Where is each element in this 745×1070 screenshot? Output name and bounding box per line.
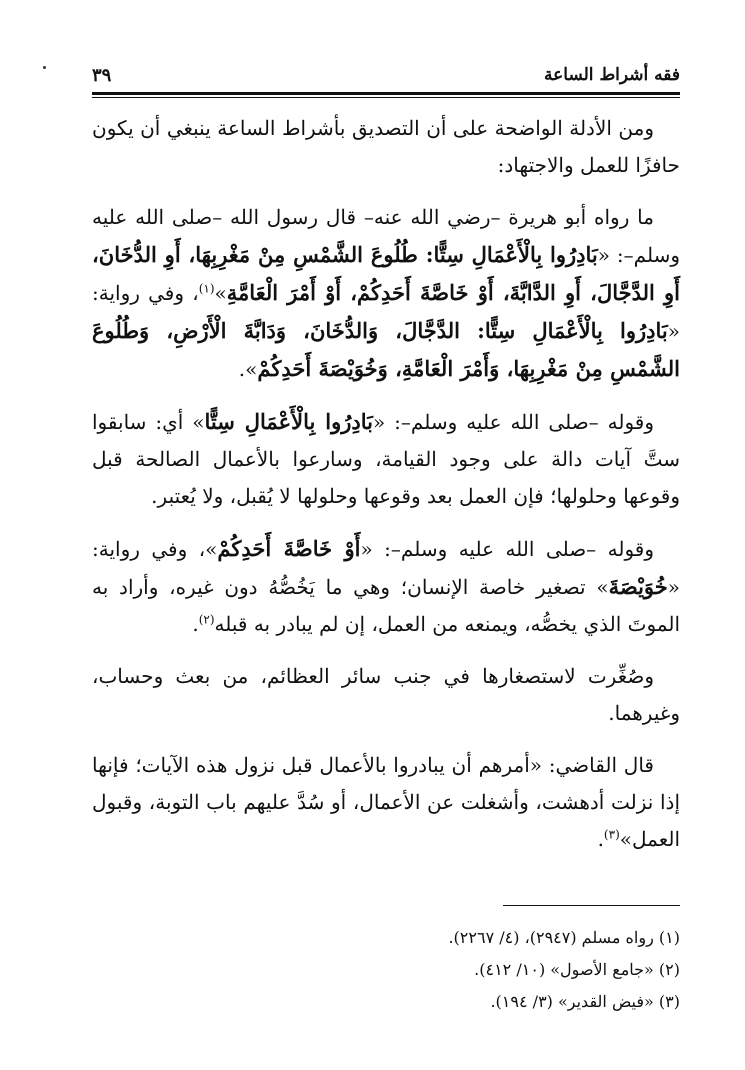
- footnotes: [92, 922, 680, 1018]
- paragraph-text: وقوله –صلى الله عليه وسلم–: «: [372, 410, 655, 434]
- paragraph-text: » أي: سابقوا ستَّ آيات دالة على وجود القيامة، وسارعوا بالأعمال الصالحة قبل وقوعها وحلولها؛ فإن العمل بعد وقوعها وحلولها لا يُقبل، ولا يُعتبر.: [92, 410, 680, 508]
- paragraph-text: ومن الأدلة الواضحة على أن التصديق بأشراط الساعة ينبغي أن يكون حافزًا للعمل والاجتهاد:: [92, 116, 680, 177]
- hadith-text: بَادِرُوا بِالْأَعْمَالِ سِتًّا: الدَّجَّالَ، وَالدُّخَانَ، وَدَابَّةَ الْأَرْضِ، وَطُلُوعَ الشَّمْسِ مِنْ مَغْرِبِهَا، وَأَمْرَ الْعَامَّةِ، وَخُوَيْصَةَ أَحَدِكُمْ: [92, 318, 680, 381]
- footnote-separator: [503, 905, 680, 906]
- paragraph: [92, 199, 680, 388]
- footnote-item: (٢) «جامع الأصول» (١٠/ ٤١٢).: [474, 960, 680, 979]
- paragraph-text: »: [214, 281, 227, 305]
- header-rule-thin: [92, 97, 680, 98]
- paragraph-text: وقوله –صلى الله عليه وسلم–: «: [360, 537, 654, 561]
- page-header: [92, 62, 680, 88]
- paragraph-text: » تصغير خاصة الإنسان؛ وهي ما يَخُصُّهُ دون غيره، وأراد به الموتَ الذي يخصُّه، ويمنعه من العمل، إن لم يبادر به قبله: [92, 575, 680, 636]
- paragraph: [92, 747, 680, 858]
- hadith-text: أَوْ خَاصَّةَ أَحَدِكُمْ: [217, 536, 361, 561]
- hadith-text: بَادِرُوا بِالْأَعْمَالِ سِتًّا: [204, 409, 373, 434]
- header-rule-thick: [92, 92, 680, 95]
- paragraph-text: ما رواه أبو هريرة –رضي الله عنه– قال رسول الله –صلى الله عليه وسلم–: «: [92, 205, 680, 267]
- paragraph-text: .: [192, 612, 199, 636]
- footnote-marker: (٢): [198, 612, 215, 627]
- footnote-item: (٣) «فيض القدير» (٣/ ١٩٤).: [490, 992, 680, 1011]
- paragraph-text: وصُغِّرت لاستصغارها في جنب سائر العظائم، من بعث وحساب، وغيرهما.: [92, 664, 680, 725]
- page-number: ٣٩: [92, 64, 112, 86]
- paragraph-text: قال القاضي: «أمرهم أن يبادروا بالأعمال قبل نزول هذه الآيات؛ فإنها إذا نزلت أدهشت، وأشغلت عن الأعمال، أو سُدَّ عليهم باب التوبة، وقبول العمل»: [92, 753, 680, 851]
- paragraph: [92, 110, 680, 184]
- hadith-text: خُوَيْصَةَ: [608, 574, 668, 599]
- paragraph: [92, 658, 680, 732]
- paragraph: [92, 530, 680, 643]
- paragraph-text: .: [597, 827, 604, 851]
- paragraph-text: ».: [238, 357, 258, 381]
- body-text: [92, 110, 680, 873]
- paragraph-text: ، وفي رواية: «: [92, 281, 680, 343]
- running-title: فقه أشراط الساعة: [544, 65, 680, 85]
- footnote-marker: (٣): [603, 827, 620, 842]
- footnote-marker: (١): [198, 281, 215, 296]
- hadith-text: بَادِرُوا بِالْأَعْمَالِ سِتًّا: طُلُوعَ الشَّمْسِ مِنْ مَغْرِبِهَا، أَوِ الدُّخَانَ، أَوِ الدَّجَّالَ، أَوِ الدَّابَّةَ، أَوْ خَاصَّةَ أَحَدِكُمْ، أَوْ أَمْرَ الْعَامَّةِ: [92, 242, 680, 305]
- paragraph: [92, 403, 680, 515]
- stray-mark: [43, 66, 46, 69]
- footnote-item: (١) رواه مسلم (٢٩٤٧)، (٤/ ٢٢٦٧).: [448, 928, 680, 947]
- paragraph-text: »، وفي رواية: «: [92, 537, 680, 599]
